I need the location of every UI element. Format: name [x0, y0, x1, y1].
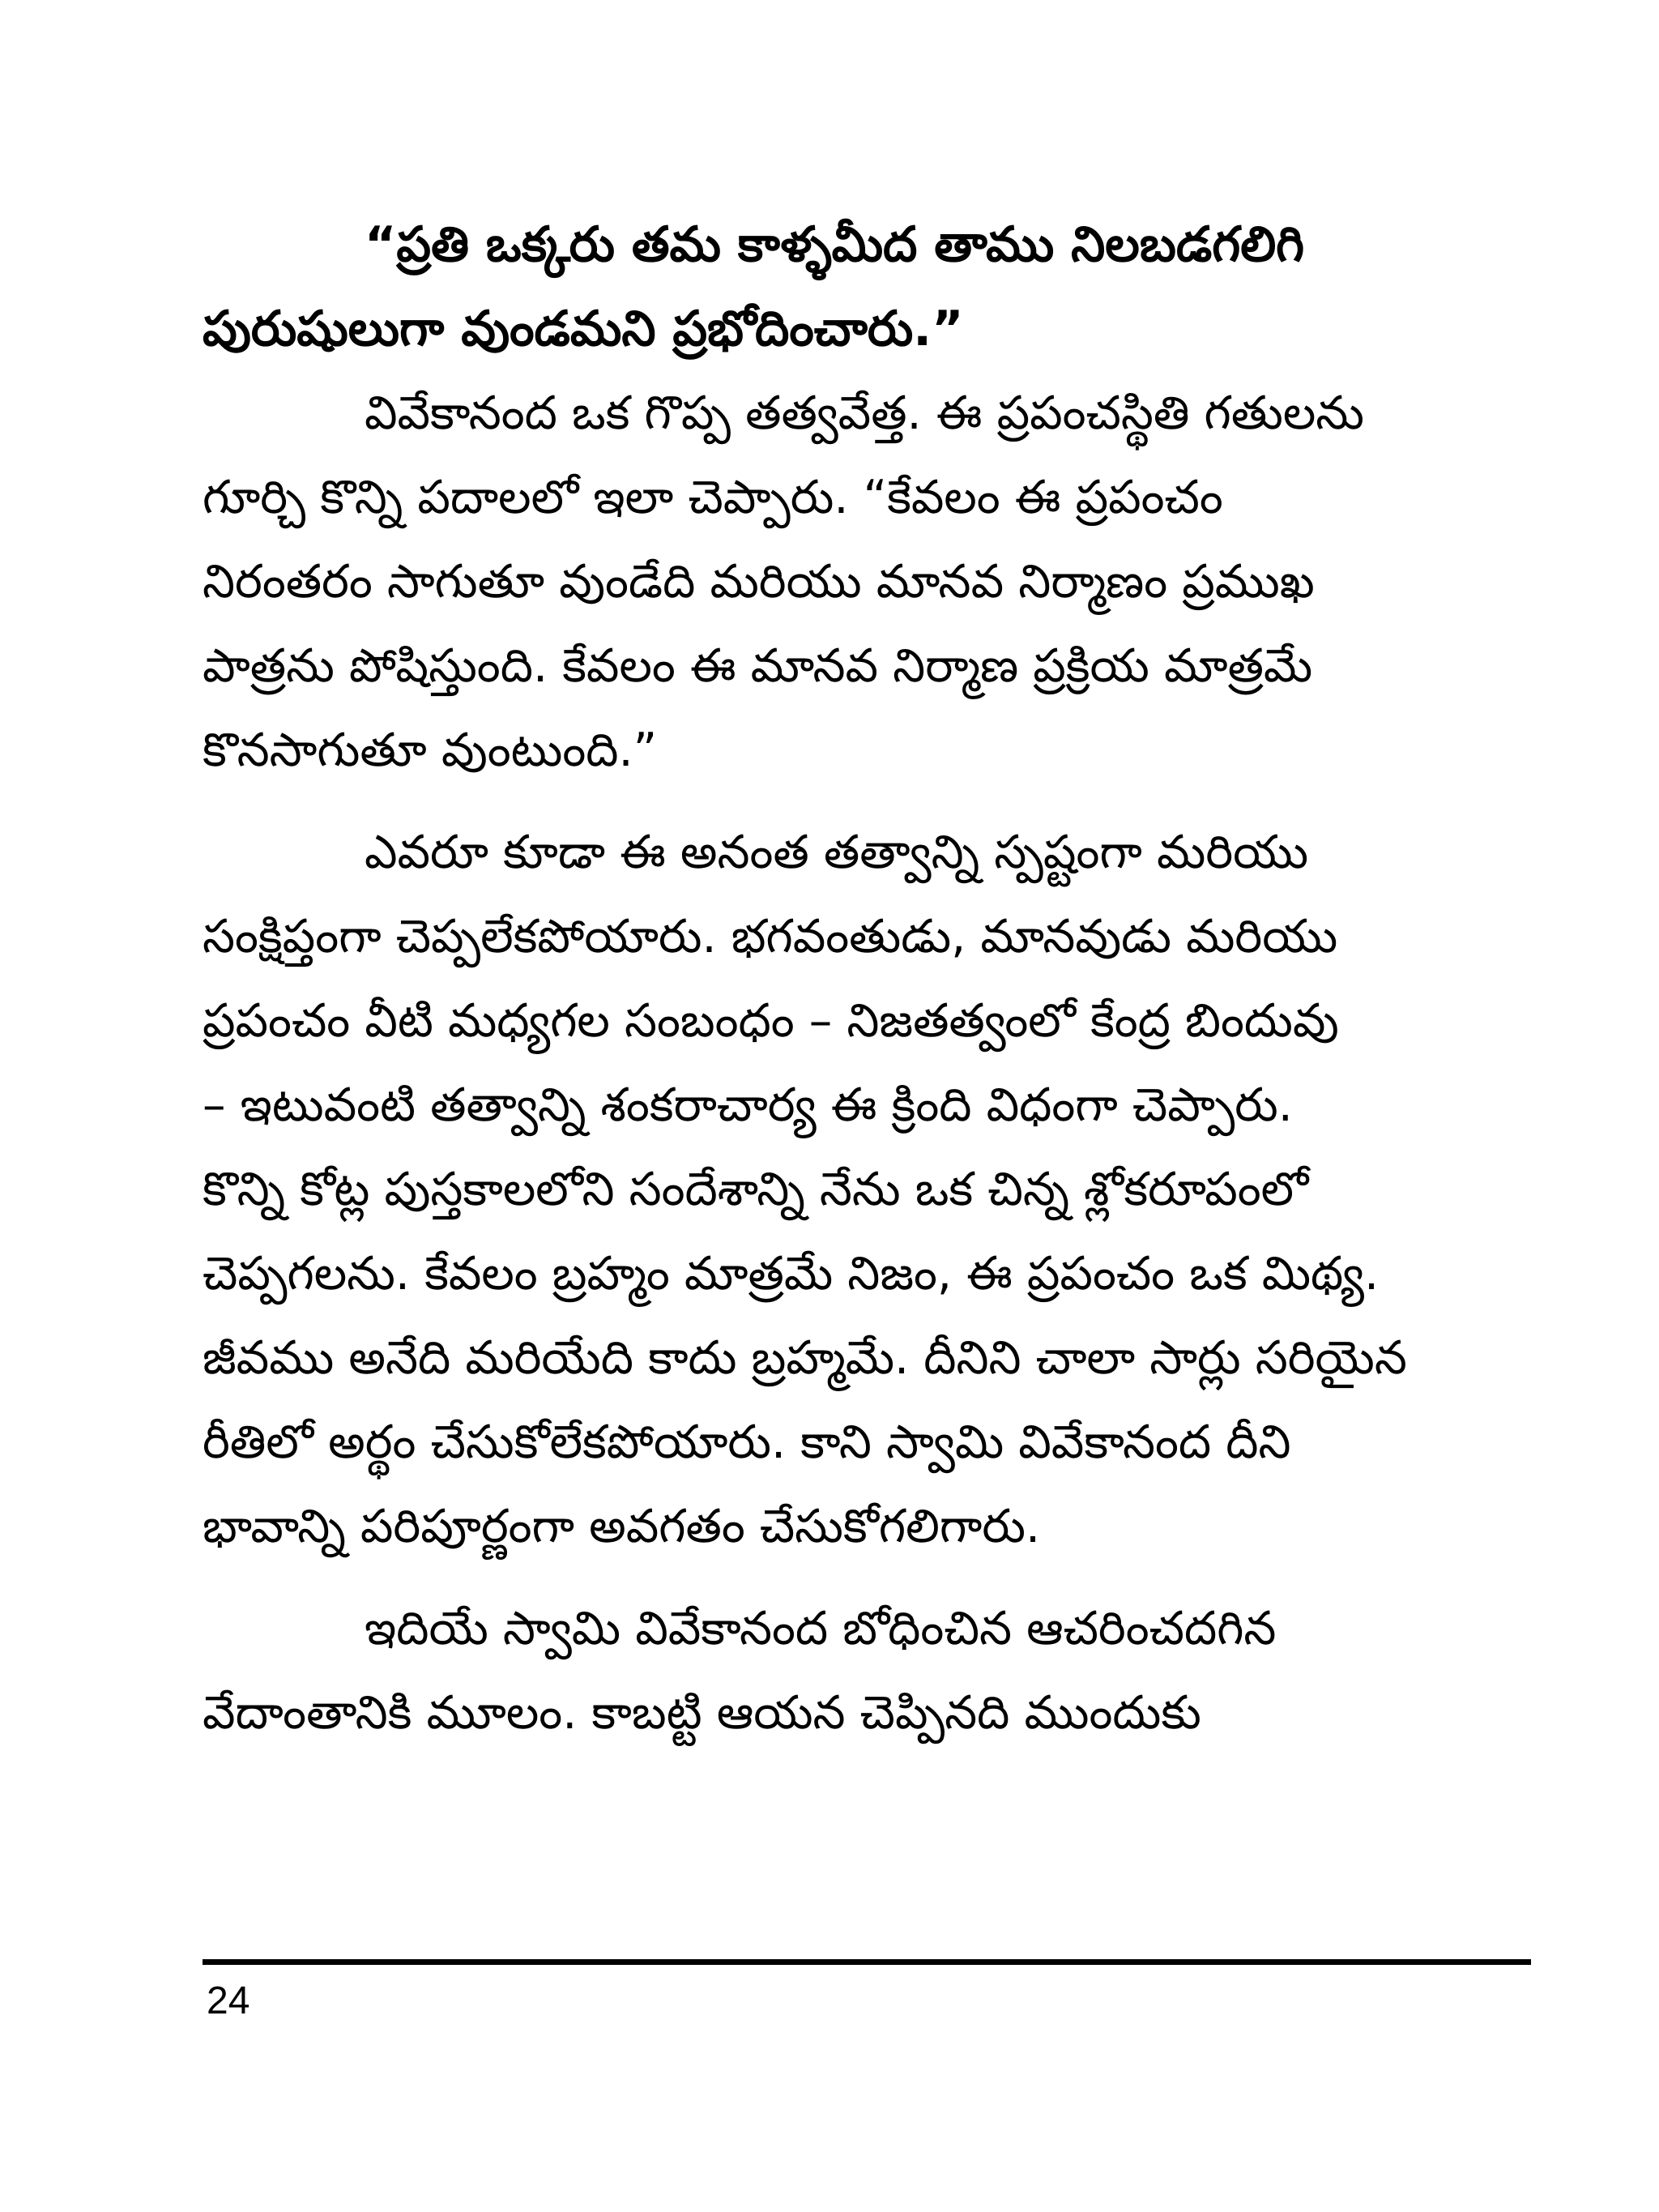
paragraph-line: కొనసాగుతూ వుంటుంది.”	[203, 724, 658, 777]
paragraph-line: సంక్షిప్తంగా చెప్పలేకపోయారు. భగవంతుడు, మానవుడు మరియు	[203, 910, 1338, 963]
paragraph-line: భావాన్ని పరిపూర్ణంగా అవగతం చేసుకోగలిగారు.	[203, 1500, 1041, 1553]
paragraph-line: చెప్పగలను. కేవలం బ్రహ్మం మాత్రమే నిజం, ఈ ప్రపంచం ఒక మిథ్య.	[203, 1247, 1380, 1300]
paragraph-line: పాత్రను పోషిస్తుంది. కేవలం ఈ మానవ నిర్మాణ ప్రక్రియ మాత్రమే	[203, 639, 1313, 693]
quote-line: “ప్రతి ఒక్కరు తమ కాళ్ళమీద తాము నిలబడగలిగి	[365, 216, 1305, 273]
quote-heading	[203, 203, 1531, 371]
paragraph-line: కొన్ని కోట్ల పుస్తకాలలోని సందేశాన్ని నేను ఒక చిన్న శ్లోకరూపంలో	[203, 1163, 1309, 1216]
paragraph-line: ఎవరూ కూడా ఈ అనంత తత్వాన్ని స్పష్టంగా మరియు	[365, 826, 1309, 879]
paragraph-line: వివేకానంద ఒక గొప్ప తత్వవేత్త. ఈ ప్రపంచస్థితి గతులను	[365, 386, 1364, 440]
body-text	[203, 203, 1531, 1755]
paragraph-line: – ఇటువంటి తత్వాన్ని శంకరాచార్య ఈ క్రింది విధంగా చెప్పారు.	[203, 1078, 1293, 1132]
paragraph-line: గూర్చి కొన్ని పదాలలో ఇలా చెప్పారు. “కేవలం ఈ ప్రపంచం	[203, 471, 1223, 524]
page-number: 24	[207, 1979, 250, 2022]
paragraph-line: రీతిలో అర్థం చేసుకోలేకపోయారు. కాని స్వామి వివేకానంద దీని	[203, 1416, 1291, 1469]
footer-divider	[203, 1959, 1531, 1965]
paragraph-spacer	[203, 792, 1531, 810]
quote-line: పురుషులుగా వుండమని ప్రభోదించారు.”	[203, 301, 964, 357]
paragraph-2	[203, 810, 1531, 1569]
paragraph-line: వేదాంతానికి మూలం. కాబట్టి ఆయన చెప్పినది ముందుకు	[203, 1686, 1201, 1740]
paragraph-line: ప్రపంచం వీటి మధ్యగల సంబంధం – నిజతత్వంలో కేంద్ర బిందువు	[203, 994, 1339, 1048]
paragraph-1	[203, 371, 1531, 792]
paragraph-line: ఇదియే స్వామి వివేకానంద బోధించిన ఆచరించదగిన	[365, 1602, 1277, 1655]
paragraph-line: నిరంతరం సాగుతూ వుండేది మరియు మానవ నిర్మాణం ప్రముఖ	[203, 555, 1315, 609]
paragraph-line: జీవము అనేది మరియేది కాదు బ్రహ్మమే. దీనిని చాలా సార్లు సరియైన	[203, 1331, 1407, 1385]
paragraph-spacer	[203, 1569, 1531, 1586]
paragraph-3	[203, 1586, 1531, 1755]
